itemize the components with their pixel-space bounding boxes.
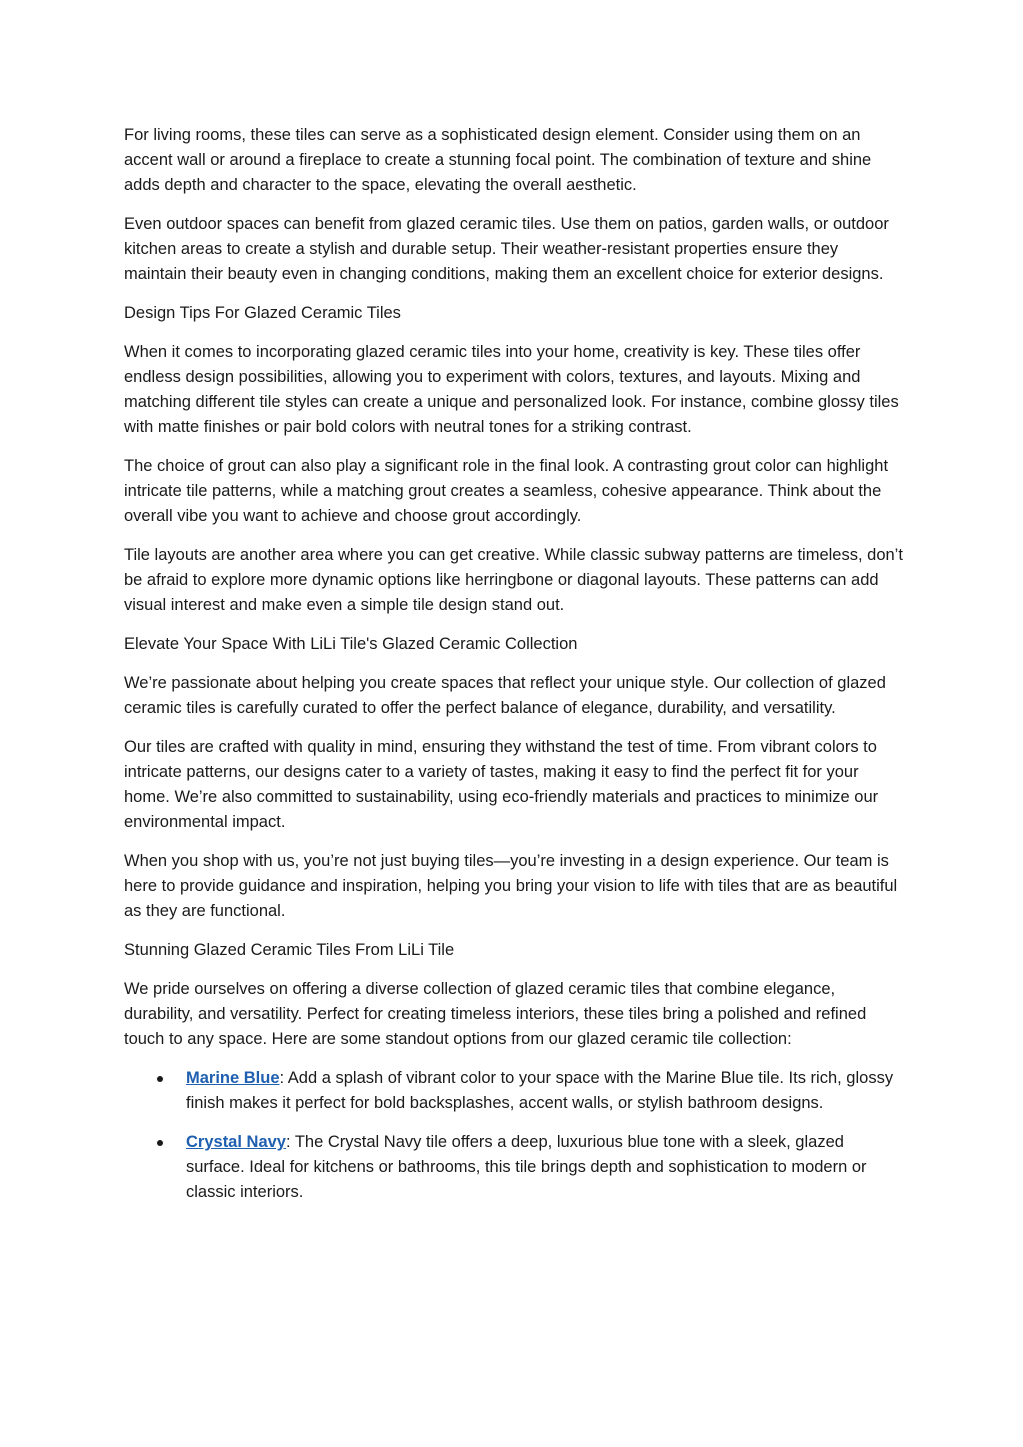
paragraph-outdoor-spaces: Even outdoor spaces can benefit from glazed ceramic tiles. Use them on patios, garden walls, or outdoor kitchen areas to create a stylish and durable setup. Their weather-resistant properties ensure they maintain their beauty even in changing conditions, making them an excellent choice for exterior designs. (124, 215, 889, 283)
bullet-icon (157, 1076, 163, 1082)
section-heading-elevate-space: Elevate Your Space With LiLi Tile's Glazed Ceramic Collection (124, 635, 578, 653)
section-heading-stunning-tiles: Stunning Glazed Ceramic Tiles From LiLi Tile (124, 941, 455, 959)
paragraph-living-rooms: For living rooms, these tiles can serve as a sophisticated design element. Consider using them on an accent wall or around a fireplace to create a stunning focal point. The combination of texture and shine adds depth and character to the space, elevating the overall aesthetic. (124, 126, 872, 194)
list-item-text: : Add a splash of vibrant color to your space with the Marine Blue tile. Its rich, glossy finish makes it perfect for bold backsplashes, accent walls, or stylish bathroom designs. (186, 1069, 894, 1112)
paragraph-grout: The choice of grout can also play a significant role in the final look. A contrasting grout color can highlight intricate tile patterns, while a matching grout creates a seamless, cohesive appearance. Think about the overall vibe you want to achieve and choose grout accordingly. (124, 457, 889, 525)
tile-options-list (124, 1066, 904, 1205)
list-item (124, 1130, 904, 1205)
section-heading-design-tips: Design Tips For Glazed Ceramic Tiles (124, 304, 401, 322)
marine-blue-link[interactable]: Marine Blue (186, 1069, 280, 1087)
bullet-icon (157, 1140, 163, 1146)
paragraph-quality: Our tiles are crafted with quality in mind, ensuring they withstand the test of time. From vibrant colors to intricate patterns, our designs cater to a variety of tastes, making it easy to find the perfect fit for your home. We’re also committed to sustainability, using eco-friendly materials and practices to minimize our environmental impact. (124, 738, 879, 831)
list-item-text: : The Crystal Navy tile offers a deep, luxurious blue tone with a sleek, glazed surface. Ideal for kitchens or bathrooms, this tile brings depth and sophistication to modern or classic interiors. (186, 1133, 867, 1201)
paragraph-pride: We pride ourselves on offering a diverse collection of glazed ceramic tiles that combine elegance, durability, and versatility. Perfect for creating timeless interiors, these tiles bring a polished and refined touch to any space. Here are some standout options from our glazed ceramic tile collection: (124, 980, 867, 1048)
document-page (124, 123, 904, 1219)
paragraph-passionate: We’re passionate about helping you create spaces that reflect your unique style. Our collection of glazed ceramic tiles is carefully curated to offer the perfect balance of elegance, durability, and versatility. (124, 674, 886, 717)
paragraph-tile-layouts: Tile layouts are another area where you can get creative. While classic subway patterns are timeless, don’t be afraid to explore more dynamic options like herringbone or diagonal layouts. These patterns can add visual interest and make even a simple tile design stand out. (124, 546, 903, 614)
paragraph-creativity: When it comes to incorporating glazed ceramic tiles into your home, creativity is key. These tiles offer endless design possibilities, allowing you to experiment with colors, textures, and layouts. Mixing and matching different tile styles can create a unique and personalized look. For instance, combine glossy tiles with matte finishes or pair bold colors with neutral tones for a striking contrast. (124, 343, 899, 436)
list-item (124, 1066, 904, 1116)
paragraph-shop-with-us: When you shop with us, you’re not just buying tiles—you’re investing in a design experience. Our team is here to provide guidance and inspiration, helping you bring your vision to life with tiles that are as beautiful as they are functional. (124, 852, 898, 920)
crystal-navy-link[interactable]: Crystal Navy (186, 1133, 286, 1151)
